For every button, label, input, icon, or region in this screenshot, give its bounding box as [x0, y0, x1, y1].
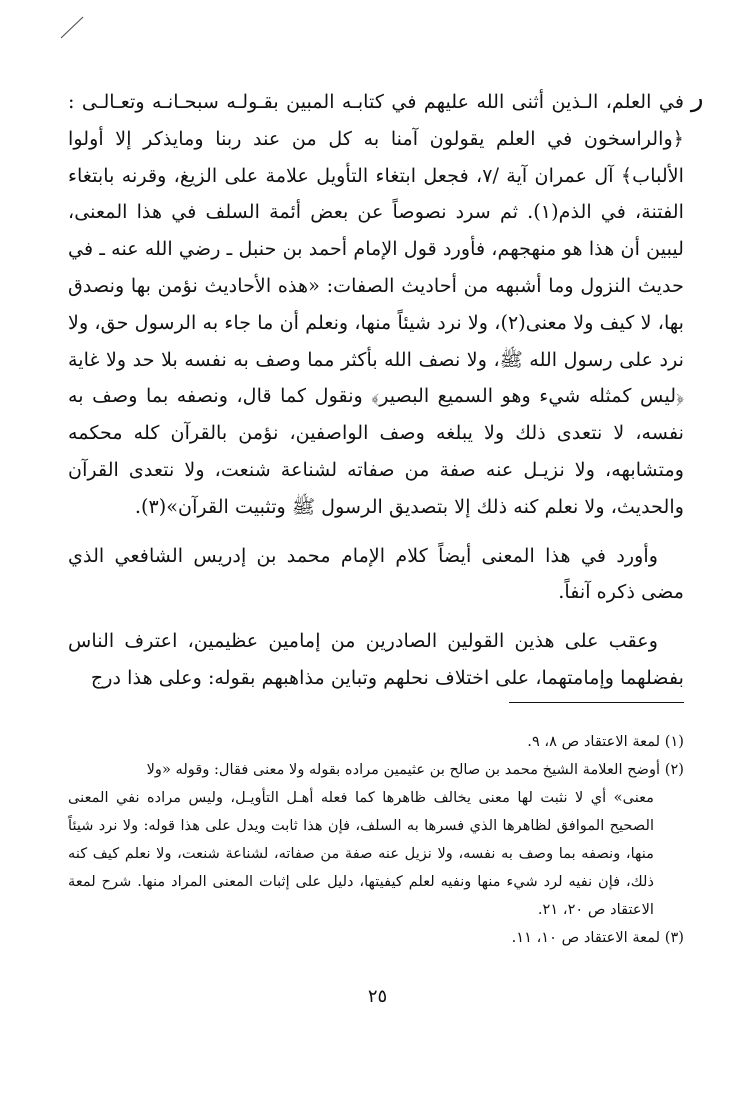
margin-mark: ر — [691, 83, 704, 113]
pen-stroke-mark — [59, 14, 85, 40]
body-paragraph-3: وعقب على هذين القولين الصادرين من إمامين عظيمين، اعترف الناس بفضلهما وإمامتهما، على اختلاف نحلهم وتباين مذاهبهم بقوله: وعلى هذا درج — [68, 629, 684, 689]
body-paragraph-2: وأورد في هذا المعنى أيضاً كلام الإمام محمد بن إدريس الشافعي الذي مضى ذكره آنفاً. — [68, 543, 684, 604]
body-paragraph-1: في العلم، الـذين أثنى الله عليهم في كتابـه المبين بقـولـه سبحـانـه وتعـالـى : ﴿والراسخون في العلم يقولون آمنا به كل من عند ربنا ومايذكر إلا أولوا الألباب﴾ آل عمران آية /٧، فجعل ابتغاء التأويل علامة على الزيغ، وقرنه بابتغاء الفتنة، في الذم(١). ثم سرد نصوصاً عن بعض أئمة السلف في هذا المعنى، ليبين أن هذا هو منهجهم، فأورد قول الإمام أحمد بن حنبل ـ رضي الله عنه ـ في حديث النزول وما أشبهه من أحاديث الصفات: «هذه الأحاديث نؤمن بها ونصدق بها، لا كيف ولا معنى(٢)، ولا نرد شيئاً منها، ونعلم أن ما جاء به الرسول حق، ولا نرد على رسول الله ﷺ، ولا نصف الله بأكثر مما وصف به نفسه بلا حد ولا غاية ﴿ليس كمثله شيء وهو السميع البصير﴾ ونقول كما قال، ونصفه بما وصف به نفسه، لا نتعدى ذلك ولا يبلغه وصف الواصفين، نؤمن بالقرآن كله محكمه ومتشابهه، ولا نزيـل عنه صفة من صفاته لشناعة شنعت، ولا نتعدى القرآن والحديث، ولا نعلم كنه ذلك إلا بتصديق الرسول ﷺ وتثبيت القرآن»(٣). — [68, 90, 684, 518]
footnote-1: (١) لمعة الاعتقاد ص ٨، ٩. — [527, 733, 684, 750]
footnote-3: (٣) لمعة الاعتقاد ص ١٠، ١١. — [511, 929, 684, 946]
footnote-2-continuation: معنى» أي لا نثبت لها معنى يخالف ظاهرها كما فعله أهـل التأويـل، وليس مراده نفي المعنى الصحيح الموافق لظاهرها الذي فسرها به السلف، فإن هذا ثابت ويدل على هذا قوله: ولا نرد شيئاً منها، ونصفه بما وصف به نفسه، ولا نزيل عنه صفة من صفاته، لشناعة شنعت، ولا نعلم كيف كنه ذلك، فإن نفيه لرد شيء منها ونفيه لعلم كيفيتها، دليل على إثبات المعنى المراد منها. شرح لمعة الاعتقاد ص ٢٠، ٢١. — [68, 789, 654, 918]
page-number: ٢٥ — [367, 986, 388, 1007]
footnotes — [68, 728, 684, 952]
footnote-divider — [509, 702, 684, 703]
footnote-2-first-line: (٢) أوضح العلامة الشيخ محمد بن صالح بن عثيمين مراده بقوله ولا معنى فقال: وقوله «ولا — [146, 761, 684, 778]
main-text — [68, 84, 684, 697]
